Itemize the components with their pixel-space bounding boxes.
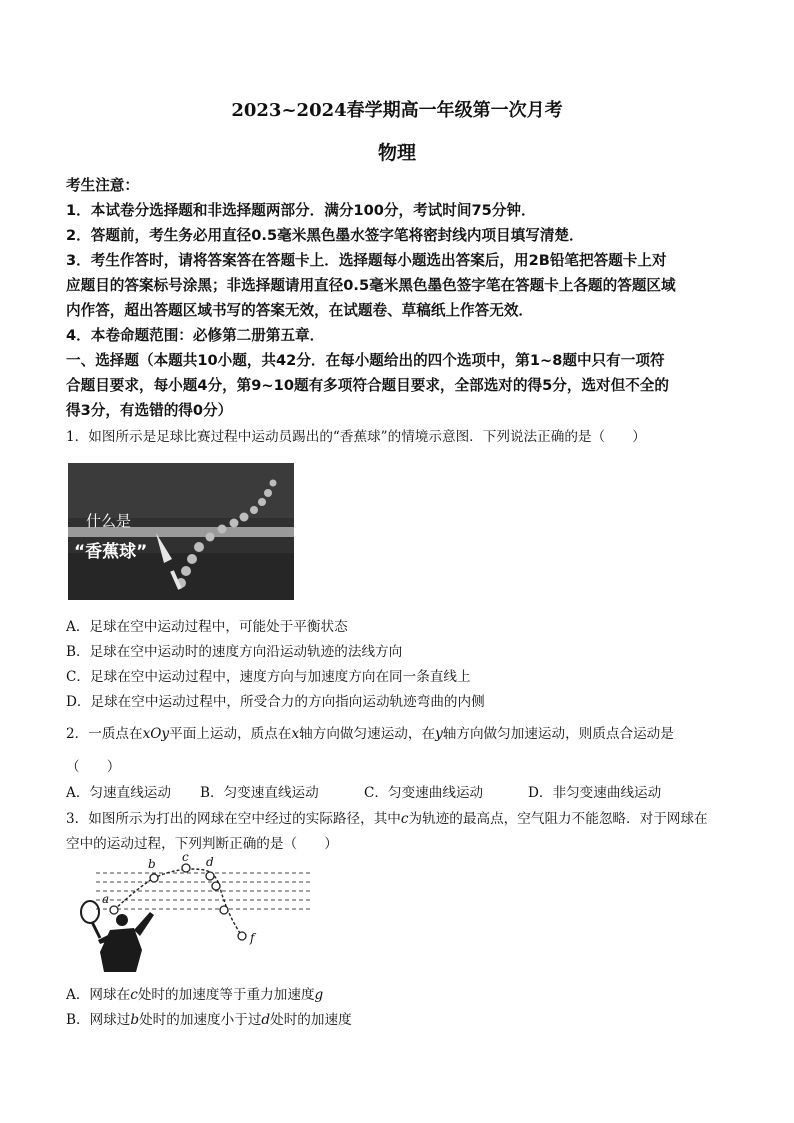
q3-stem-line-1	[66, 807, 736, 827]
section1-header-3: 得3分，有选错的得0分）	[66, 402, 233, 419]
figure-caption-line-2: “香蕉球”	[74, 542, 148, 562]
q3-option-b	[66, 1008, 736, 1028]
q3-option-a-part-1: A．网球在	[66, 987, 131, 1003]
q1-stem: 1．如图所示是足球比赛过程中运动员踢出的“香蕉球”的情境示意图．下列说法正确的是（ ）	[66, 429, 646, 445]
q2-stem-part-1: 2．一质点在	[66, 726, 143, 742]
section1-header-1: 一、选择题（本题共10小题，共42分．在每小题给出的四个选项中，第1~8题中只有一项符	[66, 352, 665, 369]
q2-stem-part-2: 平面上运动，质点在	[169, 726, 292, 742]
figure-caption-line-1: 什么是	[86, 512, 132, 530]
point-label-a: a	[102, 892, 110, 906]
notice-item-2: 2．答题前，考生务必用直径0.5毫米黑色墨水签字笔将密封线内项目填写清楚．	[66, 227, 584, 244]
q3-var-c: c	[400, 811, 409, 827]
q3-stem-part-2: 为轨迹的最高点，空气阻力不能忽略．对于网球在	[408, 811, 708, 827]
q3-option-a-var-g: g	[314, 987, 324, 1003]
point-label-f: f	[250, 931, 255, 945]
notice-item-3-cont-1: 应题目的答案标号涂黑；非选择题请用直径0.5毫米黑色墨色签字笔在答题卡上各题的答题区域	[66, 277, 676, 294]
q2-var-xoy: xOy	[142, 726, 170, 742]
tennis-trajectory-illustration	[70, 850, 342, 972]
q3-option-b-part-2: 处时的加速度小于过	[139, 1012, 262, 1028]
trajectory-point-c	[182, 864, 190, 872]
q3-stem-line-2: 空中的运动过程，下列判断正确的是（ ）	[66, 836, 338, 852]
q2-stem-part-3: 轴方向做匀速运动，在	[299, 726, 436, 742]
notice-item-4: 4．本卷命题范围：必修第二册第五章．	[66, 327, 325, 344]
q2-stem-part-4: 轴方向做匀加速运动，则质点合运动是	[442, 726, 674, 742]
q2-option-a: A．匀速直线运动	[66, 785, 171, 801]
q2-paren: （ ）	[66, 759, 121, 775]
banana-kick-illustration	[68, 463, 294, 600]
exam-title: 2023~2024春学期高一年级第一次月考	[231, 100, 563, 121]
q1-option-c: C．足球在空中运动过程中，速度方向与加速度方向在同一条直线上	[66, 669, 471, 685]
point-label-d: d	[206, 855, 214, 869]
q1-option-a: A．足球在空中运动过程中，可能处于平衡状态	[66, 619, 348, 635]
tennis-trajectory-figure	[70, 850, 342, 972]
q3-stem-part-1: 3．如图所示为打出的网球在空中经过的实际路径，其中	[66, 811, 401, 827]
notice-heading: 考生注意：	[66, 177, 139, 194]
trajectory-point-b	[150, 874, 158, 882]
q2-option-d: D．非匀变速曲线运动	[528, 785, 662, 801]
q3-option-a	[66, 983, 736, 1003]
q2-var-x: x	[291, 726, 300, 742]
section1-header-2: 合题目要求，每小题4分，第9~10题有多项符合题目要求，全部选对的得5分，选对但不全的	[66, 377, 669, 394]
q1-option-d: D．足球在空中运动过程中，所受合力的方向指向运动轨迹弯曲的内侧	[66, 694, 485, 710]
point-label-b: b	[148, 857, 156, 871]
q2-option-c: C．匀变速曲线运动	[364, 785, 484, 801]
q3-option-b-part-3: 处时的加速度	[270, 1012, 352, 1028]
banana-kick-figure	[68, 463, 294, 600]
q2-options	[66, 781, 736, 801]
trajectory-point-d	[206, 872, 214, 880]
q3-option-b-var-d: d	[261, 1012, 271, 1028]
q2-var-y: y	[435, 726, 443, 742]
notice-item-1: 1．本试卷分选择题和非选择题两部分．满分100分，考试时间75分钟．	[66, 202, 536, 219]
exam-subject: 物理	[377, 142, 416, 164]
trajectory-point-a	[110, 906, 118, 914]
q3-option-b-var-b: b	[130, 1012, 140, 1028]
notice-item-3: 3．考生作答时，请将答案答在答题卡上．选择题每小题选出答案后，用2B铅笔把答题卡上对	[66, 252, 667, 269]
q3-option-a-part-2: 处时的加速度等于重力加速度	[137, 987, 315, 1003]
q2-option-b: B．匀变速直线运动	[200, 785, 319, 801]
q2-stem	[66, 722, 736, 742]
q3-option-a-var-c: c	[130, 987, 138, 1003]
q1-option-b: B．足球在空中运动时的速度方向沿运动轨迹的法线方向	[66, 644, 403, 660]
notice-item-3-cont-2: 内作答，超出答题区域书写的答案无效，在试题卷、草稿纸上作答无效．	[66, 302, 534, 319]
point-label-c: c	[182, 850, 189, 864]
q3-option-b-part-1: B．网球过	[66, 1012, 131, 1028]
trajectory-point-f	[238, 932, 246, 940]
